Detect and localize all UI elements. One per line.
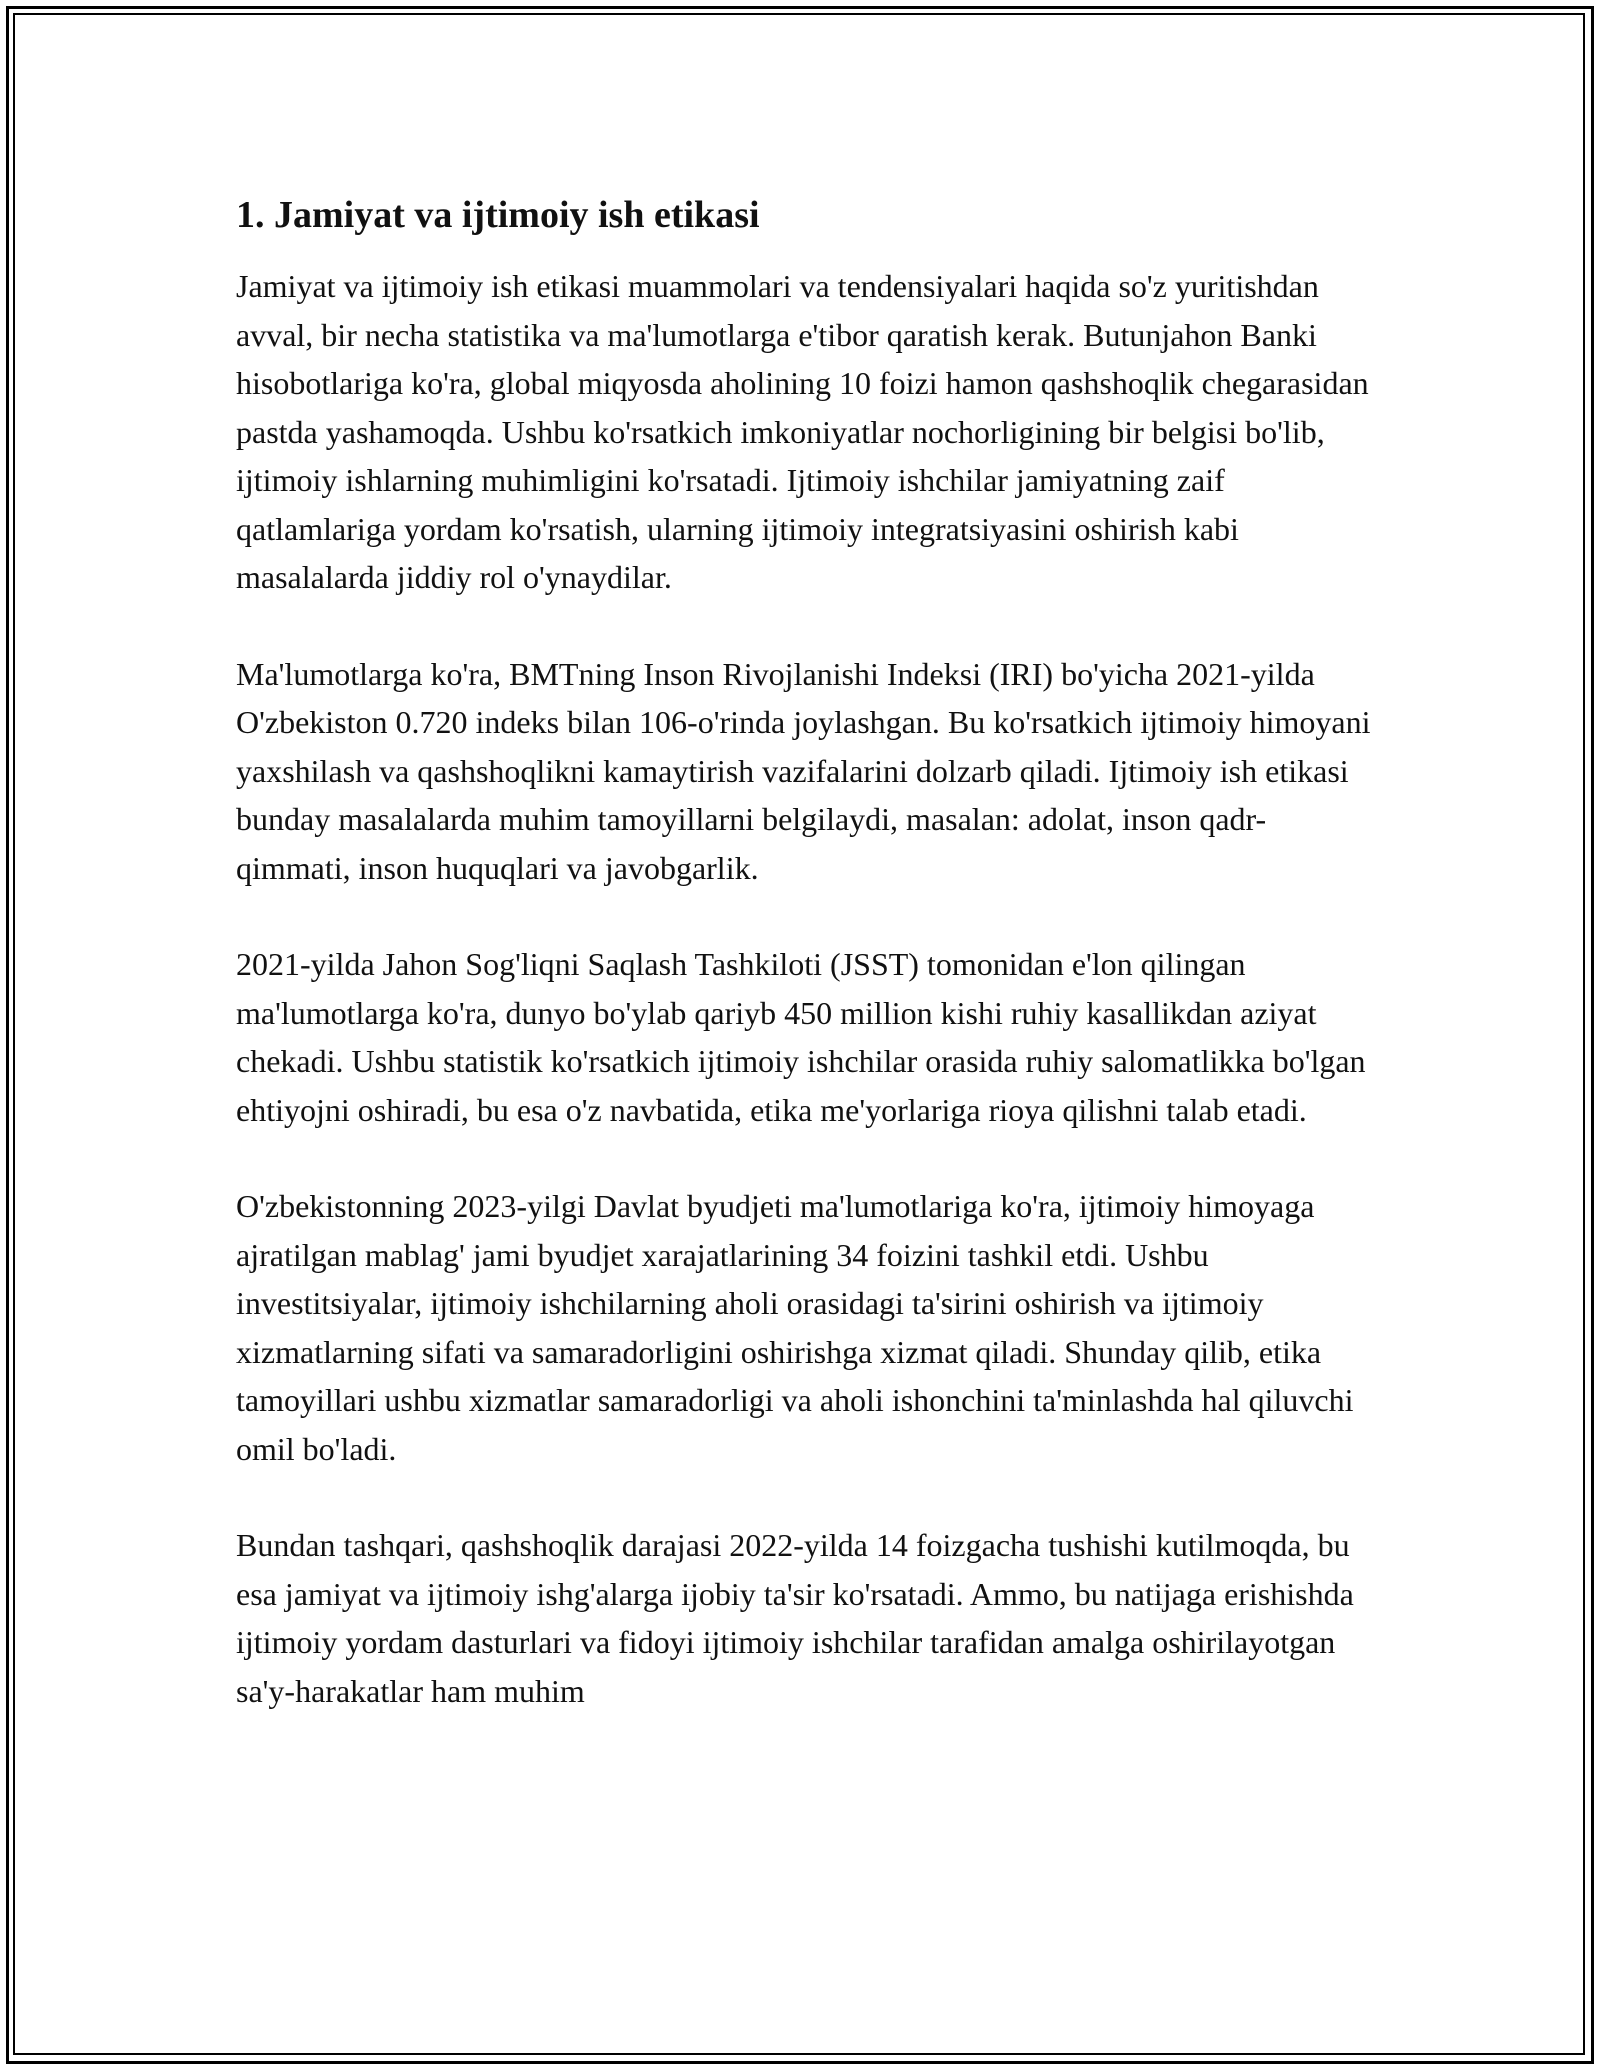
paragraph-1: Jamiyat va ijtimoiy ish etikasi muammolari va tendensiyalari haqida so'z yuritishdan avval, bir necha statistika va ma'lumotlarga e'tibor qaratish kerak. Butunjahon Banki hisobotlariga ko'ra, global miqyosda aholining 10 foizi hamon qashshoqlik chegarasidan pastda yashamoqda. Ushbu ko'rsatkich imkoniyatlar nochorligining bir belgisi bo'lib, ijtimoiy ishlarning muhimligini ko'rsatadi. Ijtimoiy ishchilar jamiyatning zaif qatlamlariga yordam ko'rsatish, ularning ijtimoiy integratsiyasini oshirish kabi masalalarda jiddiy rol o'ynaydilar. xyxy=(236,268,1369,595)
paragraph-5: Bundan tashqari, qashshoqlik darajasi 2022-yilda 14 foizgacha tushishi kutilmoqda, bu esa jamiyat va ijtimoiy ishg'alarga ijobiy ta'sir ko'rsatadi. Ammo, bu natijaga erishishda ijtimoiy yordam dasturlari va fidoyi ijtimoiy ishchilar tarafidan amalga oshirilayotgan sa'y-harakatlar ham muhim xyxy=(236,1527,1354,1709)
document-body xyxy=(236,188,1376,1763)
paragraph-3: 2021-yilda Jahon Sog'liqni Saqlash Tashkiloti (JSST) tomonidan e'lon qilingan ma'lumotlarga ko'ra, dunyo bo'ylab qariyb 450 million kishi ruhiy kasallikdan aziyat chekadi. Ushbu statistik ko'rsatkich ijtimoiy ishchilar orasida ruhiy salomatlikka bo'lgan ehtiyojni oshiradi, bu esa o'z navbatida, etika me'yorlariga rioya qilishni talab etadi. xyxy=(236,946,1366,1128)
paragraph-4: O'zbekistonning 2023-yilgi Davlat byudjeti ma'lumotlariga ko'ra, ijtimoiy himoyaga ajratilgan mablag' jami byudjet xarajatlarining 34 foizini tashkil etdi. Ushbu investitsiyalar, ijtimoiy ishchilarning aholi orasidagi ta'sirini oshirish va ijtimoiy xizmatlarning sifati va samaradorligini oshirishga xizmat qiladi. Shunday qilib, etika tamoyillari ushbu xizmatlar samaradorligi va aholi ishonchini ta'minlashda hal qiluvchi omil bo'ladi. xyxy=(236,1188,1354,1467)
paragraph-2: Ma'lumotlarga ko'ra, BMTning Inson Rivojlanishi Indeksi (IRI) bo'yicha 2021-yilda O'zbekiston 0.720 indeks bilan 106-o'rinda joylashgan. Bu ko'rsatkich ijtimoiy himoyani yaxshilash va qashshoqlikni kamaytirish vazifalarini dolzarb qiladi. Ijtimoiy ish etikasi bunday masalalarda muhim tamoyillarni belgilaydi, masalan: adolat, inson qadr-qimmati, inson huquqlari va javobgarlik. xyxy=(236,655,1371,886)
section-title: 1. Jamiyat va ijtimoiy ish etikasi xyxy=(236,194,760,236)
